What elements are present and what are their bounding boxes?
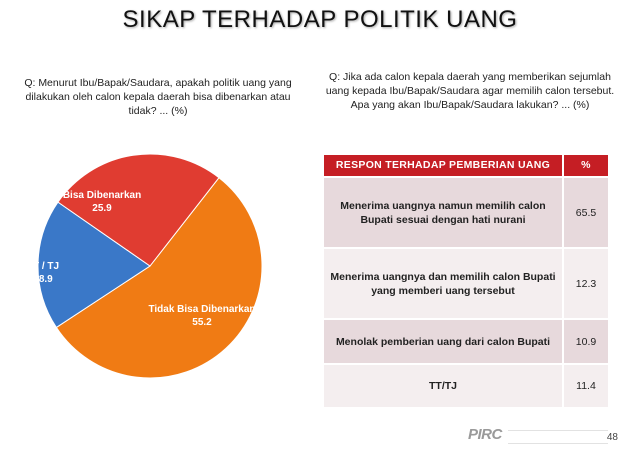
pie-chart: [0, 150, 300, 390]
left-question: Q: Menurut Ibu/Bapak/Saudara, apakah politik uang yang dilakukan oleh calon kepala daerah bisa dibenarkan atau tidak? ... (%): [24, 77, 292, 117]
pie-label: Bisa Dibenarkan: [62, 190, 142, 201]
row-value: 12.3: [563, 248, 608, 319]
row-label: Menerima uangnya dan memilih calon Bupati yang memberi uang tersebut: [324, 248, 563, 319]
page-number: 48: [606, 432, 618, 443]
row-value: 11.4: [563, 364, 608, 407]
pie-value-label: 55.2: [192, 317, 212, 328]
column-header-response: RESPON TERHADAP PEMBERIAN UANG: [324, 155, 563, 177]
column-header-percent: %: [563, 155, 608, 177]
row-label: Menerima uangnya namun memilih calon Bupati sesuai dengan hati nurani: [324, 177, 563, 248]
logo: PIRC: [468, 426, 502, 443]
table-row: [324, 177, 608, 248]
page-title: SIKAP TERHADAP POLITIK UANG: [122, 6, 518, 33]
table-row: [324, 248, 608, 319]
right-question: Q: Jika ada calon kepala daerah yang memberikan sejumlah uang kepada Ibu/Bapak/Saudara agar memilih calon tersebut. Apa yang akan Ibu/Bapak/Saudara lakukan? ... (%): [325, 71, 615, 111]
pie-label: TT / TJ: [26, 261, 60, 272]
pie-value-label: 25.9: [92, 203, 112, 214]
response-table: [324, 155, 608, 407]
pie-value-label: 18.9: [33, 274, 53, 285]
pie-label: Tidak Bisa Dibenarkan: [148, 304, 256, 315]
row-label: TT/TJ: [324, 364, 563, 407]
logo-tagline-lines: [508, 430, 608, 444]
table-header-row: [324, 155, 608, 177]
row-label: Menolak pemberian uang dari calon Bupati: [324, 319, 563, 364]
table-row: [324, 319, 608, 364]
row-value: 10.9: [563, 319, 608, 364]
table-row: [324, 364, 608, 407]
row-value: 65.5: [563, 177, 608, 248]
